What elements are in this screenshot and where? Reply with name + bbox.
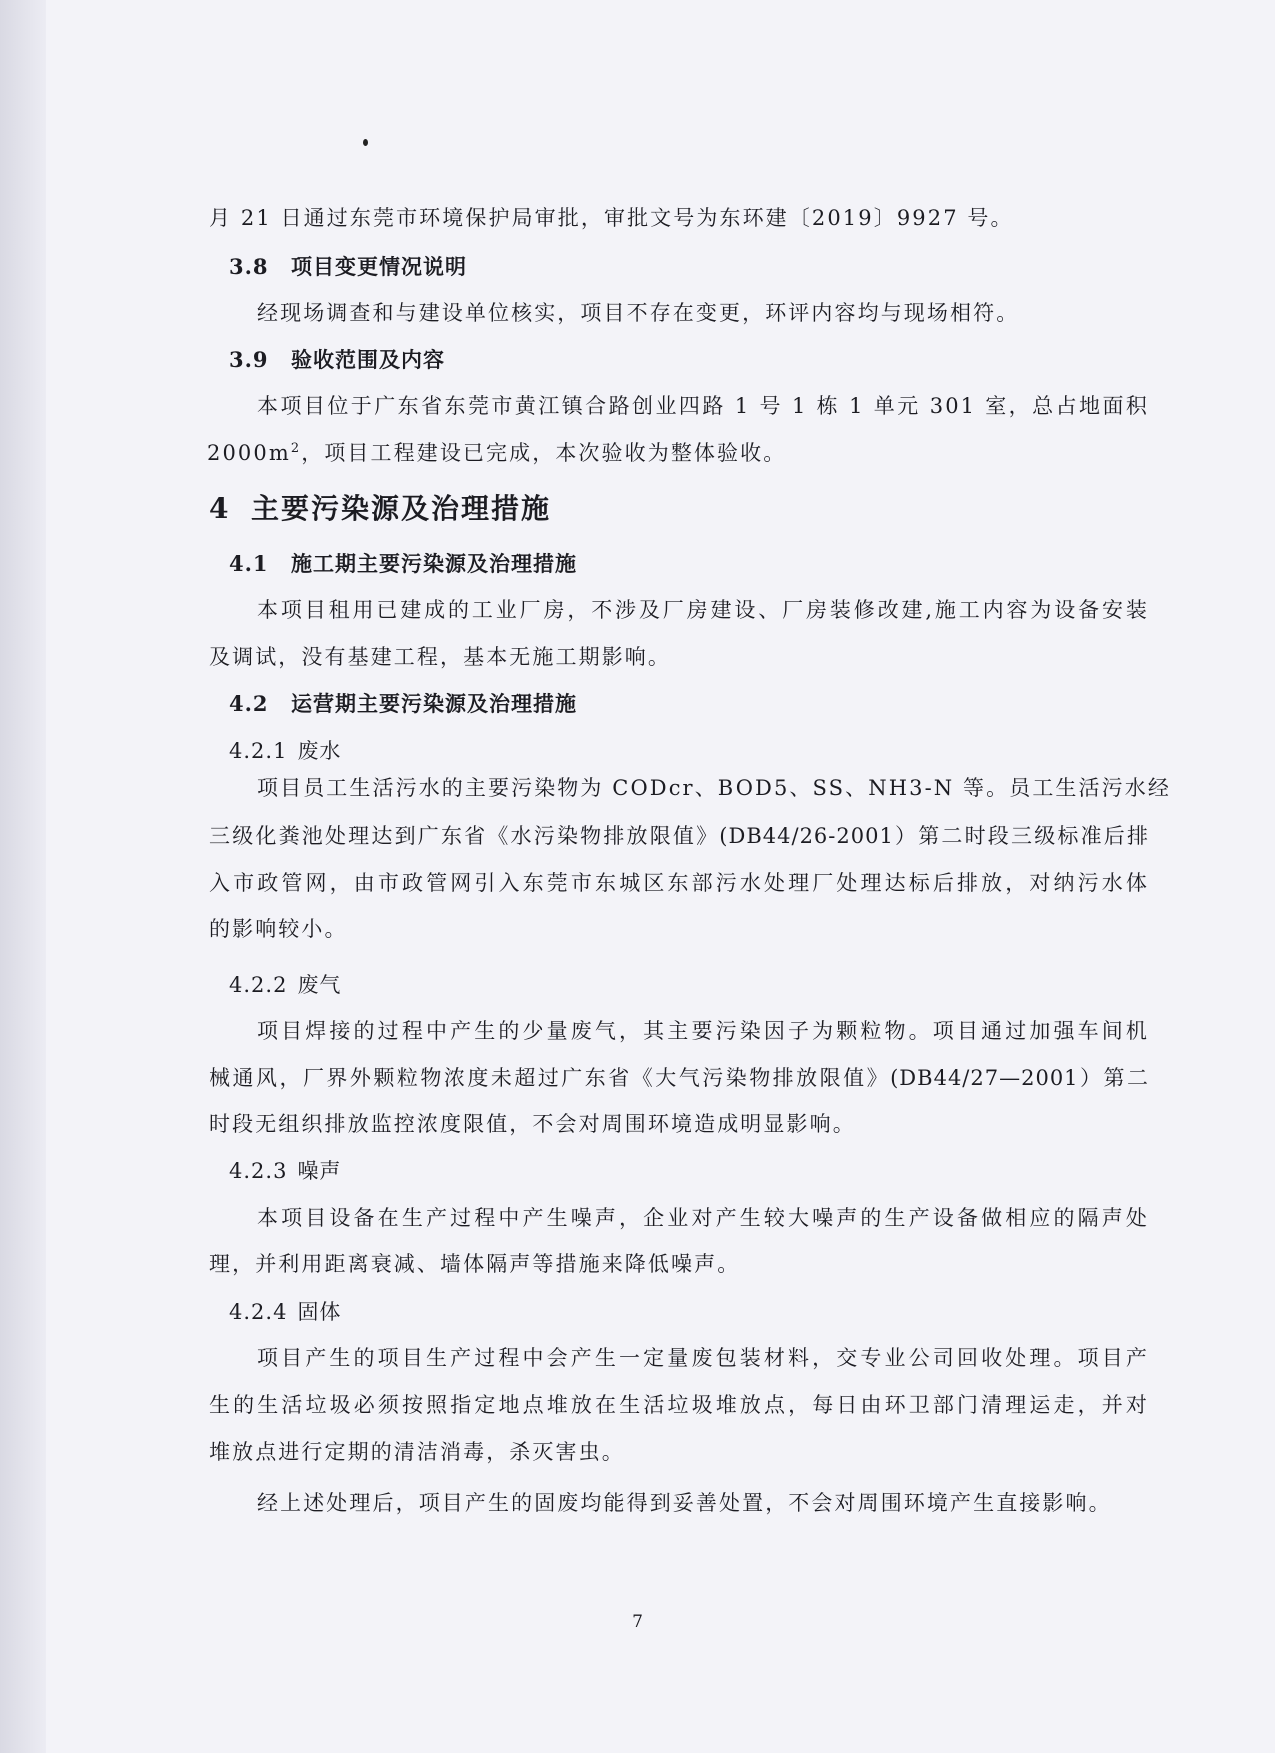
subsection-number: 4.2.3 xyxy=(229,1159,288,1183)
section-number: 3.8 xyxy=(229,254,269,279)
paragraph-line: 的影响较小。 xyxy=(209,917,348,941)
chapter-number: 4 xyxy=(209,492,231,525)
paragraph-text: ，项目工程建设已完成，本次验收为整体验收。 xyxy=(301,441,787,465)
paragraph-line: 三级化粪池处理达到广东省《水污染物排放限值》(DB44/26-2001）第二时段三级标准后排 xyxy=(209,824,1149,848)
section-title: 施工期主要污染源及治理措施 xyxy=(291,551,577,576)
subsection-title: 废气 xyxy=(297,973,342,997)
section-title: 项目变更情况说明 xyxy=(291,254,467,279)
section-number: 3.9 xyxy=(229,347,269,372)
subsection-number: 4.2.2 xyxy=(229,973,288,997)
subsection-title: 噪声 xyxy=(297,1159,342,1183)
chapter-title: 主要污染源及治理措施 xyxy=(251,492,552,525)
scan-edge xyxy=(0,0,46,1753)
scan-speck xyxy=(363,139,368,146)
subsection-heading-4-2-3 xyxy=(229,1155,341,1185)
section-title: 运营期主要污染源及治理措施 xyxy=(291,691,577,716)
area-value: 2000m xyxy=(207,441,291,465)
paragraph-line: 项目焊接的过程中产生的少量废气，其主要污染因子为颗粒物。项目通过加强车间机 xyxy=(257,1019,1149,1043)
subsection-heading-4-2-2 xyxy=(229,969,341,999)
paragraph-line: 本项目位于广东省东莞市黄江镇合路创业四路 1 号 1 栋 1 单元 301 室，总占地面积 xyxy=(257,394,1149,418)
subsection-number: 4.2.4 xyxy=(229,1300,288,1324)
section-heading-4-1 xyxy=(229,548,577,578)
chapter-heading-4 xyxy=(209,487,551,527)
paragraph-line: 经现场调查和与建设单位核实，项目不存在变更，环评内容均与现场相符。 xyxy=(257,301,1020,325)
subsection-heading-4-2-4 xyxy=(229,1296,341,1326)
paragraph-line: 本项目租用已建成的工业厂房，不涉及厂房建设、厂房装修改建,施工内容为设备安装 xyxy=(257,598,1149,622)
section-heading-3-8 xyxy=(229,251,467,281)
paragraph-line: 时段无组织排放监控浓度限值，不会对周围环境造成明显影响。 xyxy=(209,1112,856,1136)
paragraph-line: 理，并利用距离衰减、墙体隔声等措施来降低噪声。 xyxy=(209,1252,741,1276)
paragraph-line: 及调试，没有基建工程，基本无施工期影响。 xyxy=(209,645,671,669)
subsection-title: 固体 xyxy=(297,1300,342,1324)
subsection-number: 4.2.1 xyxy=(229,739,288,763)
area-exponent: 2 xyxy=(290,441,302,456)
paragraph-line: 生的生活垃圾必须按照指定地点堆放在生活垃圾堆放点，每日由环卫部门清理运走，并对 xyxy=(209,1393,1149,1417)
paragraph-line: 项目员工生活污水的主要污染物为 CODcr、BOD5、SS、NH3-N 等。员工生活污水经 xyxy=(257,776,1171,800)
section-number: 4.1 xyxy=(229,551,269,576)
page-number: 7 xyxy=(632,1612,643,1632)
paragraph-line: 械通风，厂界外颗粒物浓度未超过广东省《大气污染物排放限值》(DB44/27—2001）第二 xyxy=(209,1066,1149,1090)
paragraph-line: 项目产生的项目生产过程中会产生一定量废包装材料，交专业公司回收处理。项目产 xyxy=(257,1346,1149,1370)
paragraph-line: 本项目设备在生产过程中产生噪声，企业对产生较大噪声的生产设备做相应的隔声处 xyxy=(257,1206,1149,1230)
paragraph-line: 月 21 日通过东莞市环境保护局审批，审批文号为东环建〔2019〕9927 号。 xyxy=(209,206,1014,230)
subsection-heading-4-2-1 xyxy=(229,735,341,765)
section-title: 验收范围及内容 xyxy=(291,347,445,372)
subsection-title: 废水 xyxy=(297,739,342,763)
paragraph-line: 堆放点进行定期的清洁消毒，杀灭害虫。 xyxy=(209,1440,625,1464)
section-heading-3-9 xyxy=(229,344,445,374)
section-heading-4-2 xyxy=(229,688,577,718)
section-number: 4.2 xyxy=(229,691,269,716)
paragraph-line: 入市政管网，由市政管网引入东莞市东城区东部污水处理厂处理达标后排放，对纳污水体 xyxy=(209,871,1149,895)
paragraph-line xyxy=(207,437,786,467)
paragraph-line: 经上述处理后，项目产生的固废均能得到妥善处置，不会对周围环境产生直接影响。 xyxy=(257,1491,1112,1515)
